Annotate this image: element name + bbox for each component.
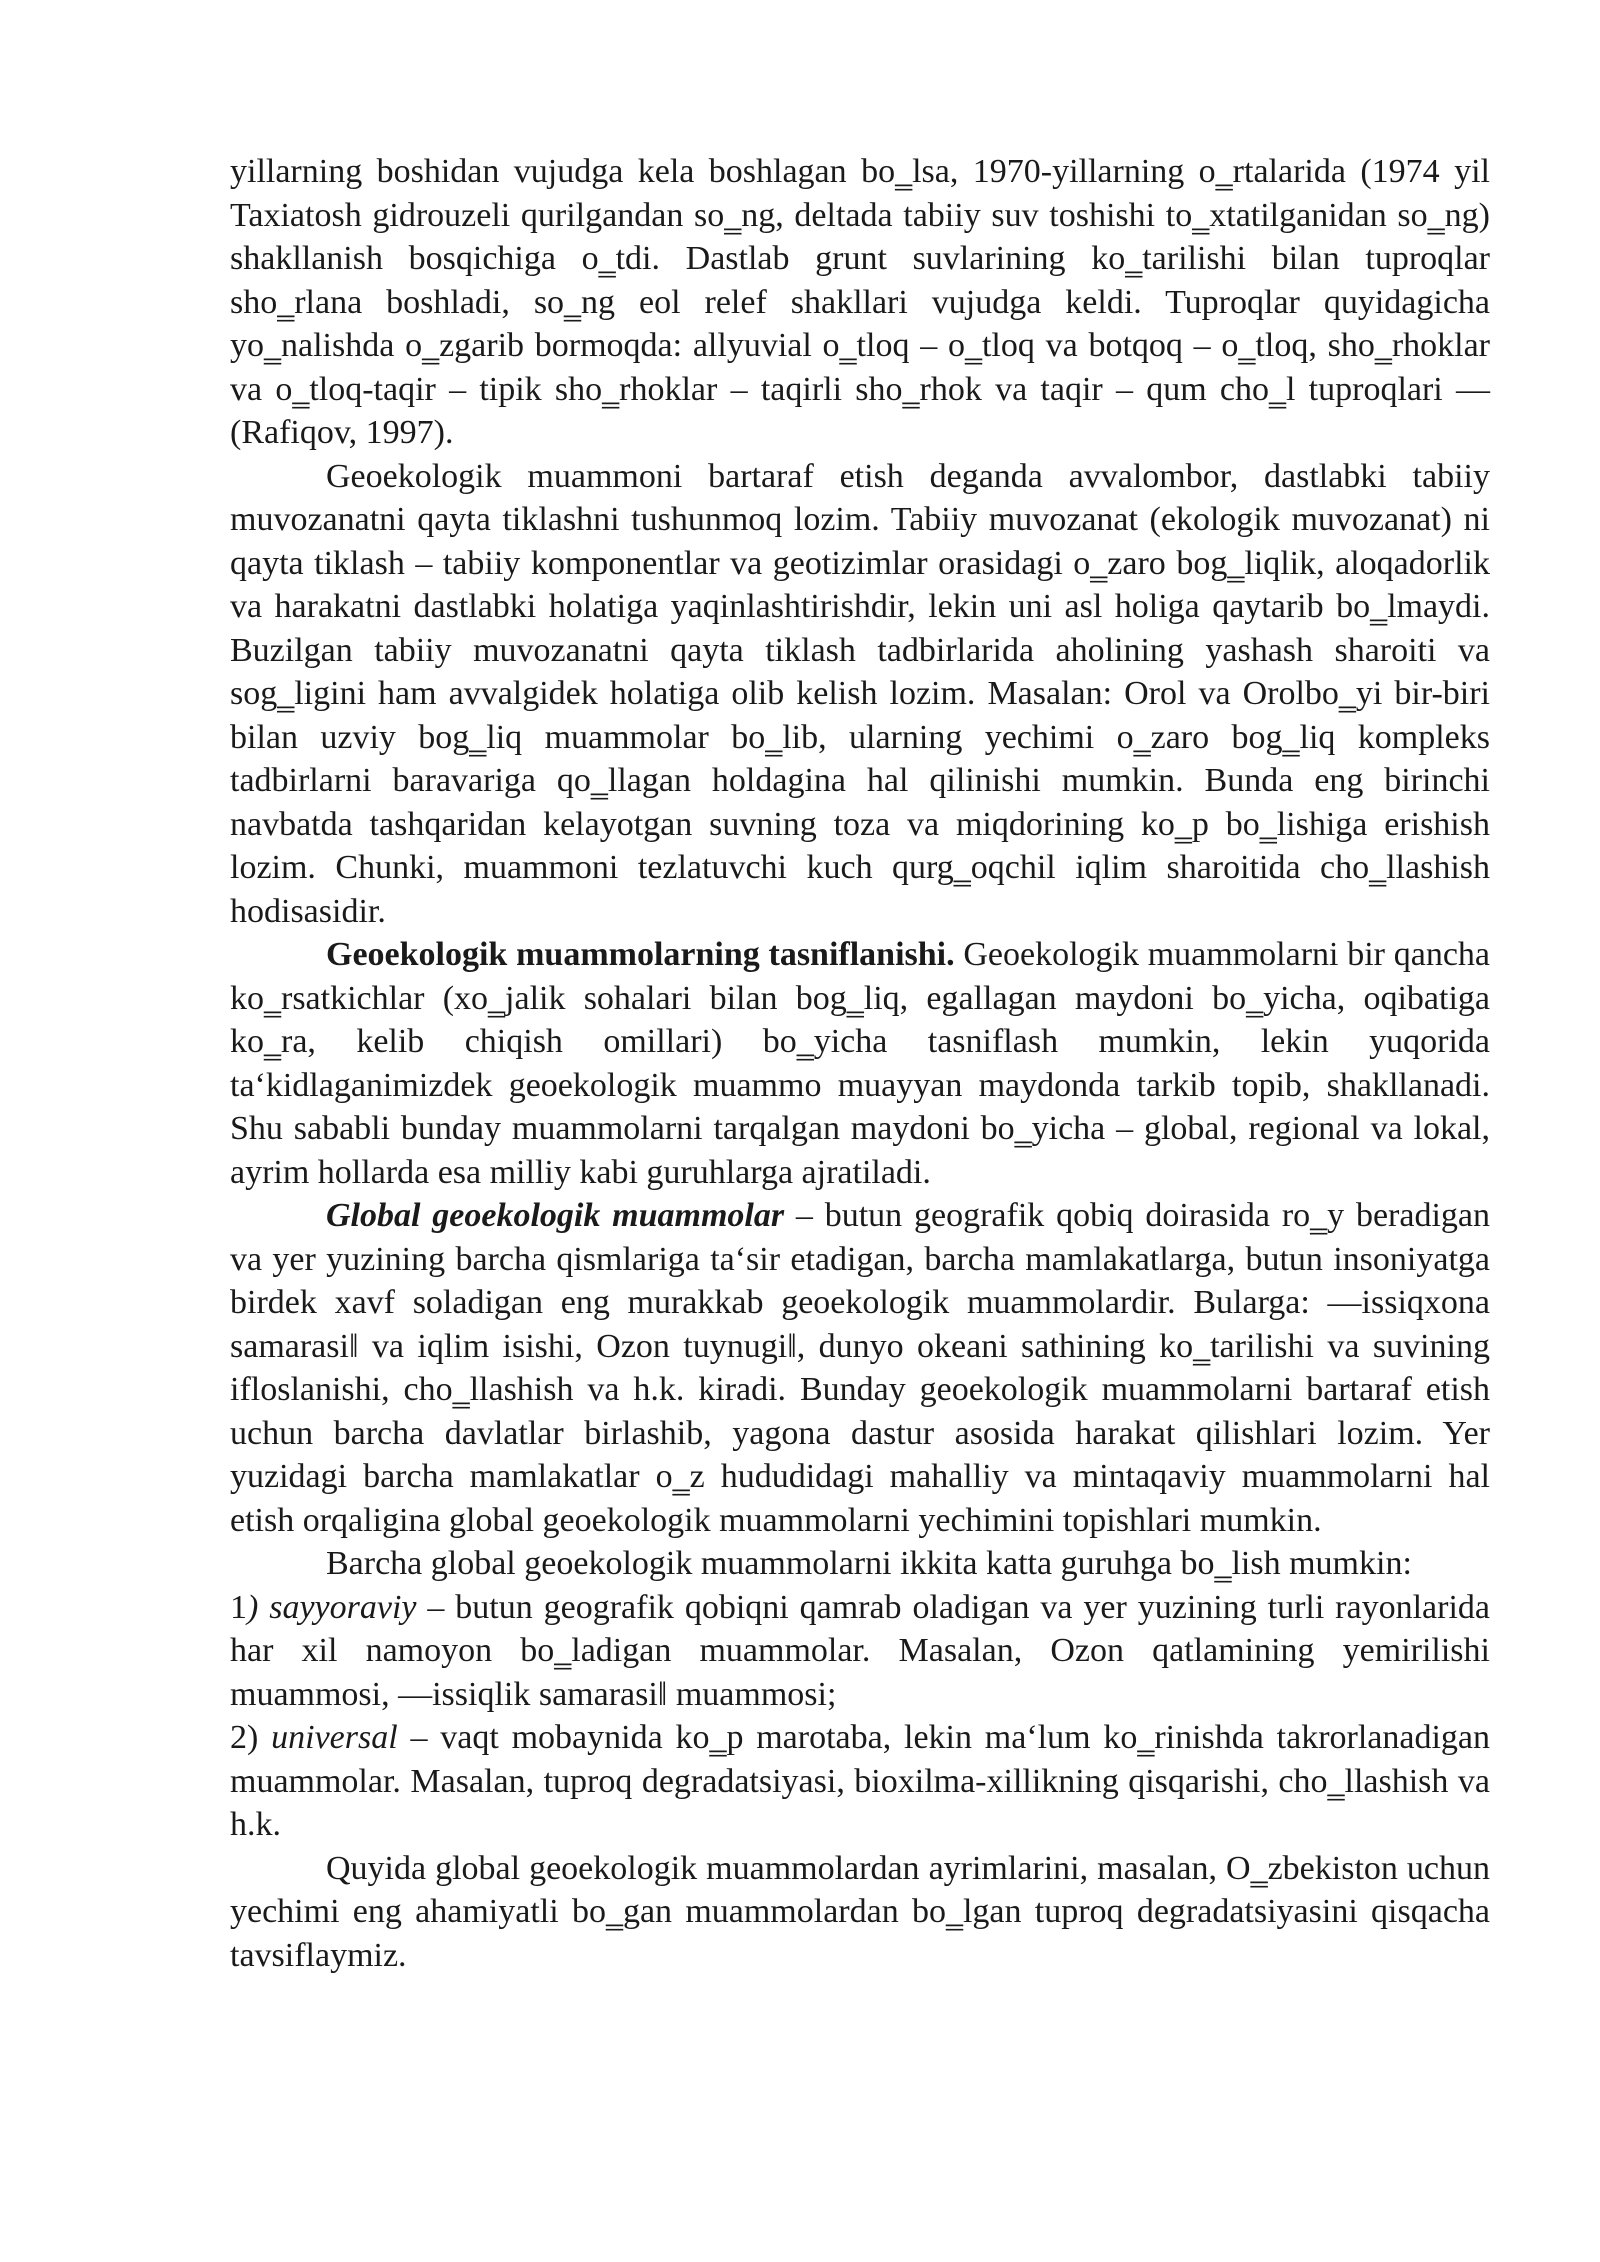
paragraph-tuproq-degradatsiyasi: Quyida global geoekologik muammolardan ayrimlarini, masalan, O‗zbekiston uchun yechimi eng ahamiyatli bo‗gan muammolardan bo‗lgan tuproq degradatsiyasini qisqacha tavsiflaymiz.: [230, 1849, 1490, 1974]
paragraph-tuproq-ozgarishi: yillarning boshidan vujudga kela boshlagan bo‗lsa, 1970-yillarning o‗rtalarida (1974 yil Taxiatosh gidrouzeli qurilgandan so‗ng, deltada tabiiy suv toshishi to‗xtatilganidan so‗ng) shakllanish bosqichiga o‗tdi. Dastlab grunt suvlarining ko‗tarilishi bilan tuproqlar sho‗rlana boshladi, so‗ng eol relef shakllari vujudga keldi. Tuproqlar quyidagicha yo‗nalishda o‗zgarib bormoqda: allyuvial o‗tloq – o‗tloq va botqoq – o‗tloq, sho‗rhoklar va o‗tloq-taqir – tipik sho‗rhoklar – taqirli sho‗rhok va taqir – qum cho‗l tuproqlari ― (Rafiqov, 1997).: [230, 153, 1490, 451]
list-item-sayyoraviy: [230, 1586, 1490, 1717]
list-item-universal: [230, 1716, 1490, 1847]
paragraph-tasniflanish-text: Geoekologik muammolarni bir qancha ko‗rsatkichlar (xo‗jalik sohalari bilan bog‗liq, egallagan maydoni bo‗yicha, oqibatiga ko‗ra, kelib chiqish omillari) bo‗yicha tasniflash mumkin, lekin yuqorida ta‘kidlaganimizdek geoekologik muammo muayyan maydonda tarkib topib, shakllanadi. Shu sababli bunday muammolarni tarqalgan maydoni bo‗yicha – global, regional va lokal, ayrim hollarda esa milliy kabi guruhlarga ajratiladi.: [230, 936, 1490, 1191]
section-heading: Geoekologik muammolarning tasniflanishi.: [326, 936, 955, 973]
list-item-number: 1: [230, 1588, 247, 1626]
paragraph-tasniflanish: [230, 933, 1490, 1194]
term-sayyoraviy: ) sayyoraviy: [247, 1588, 417, 1626]
term-universal: universal: [271, 1719, 398, 1756]
list-item-text: – butun geografik qobiqni qamrab oladigan va yer yuzining turli rayonlarida har xil namoyon bo‗ladigan muammolar. Masalan, Ozon qatlamining yemirilishi muammosi, ―issiqlik samarasi‖ muammosi;: [230, 1588, 1490, 1713]
paragraph-global-muammolar: [230, 1194, 1490, 1542]
list-item-text: – vaqt mobaynida ko‗p marotaba, lekin ma‘lum ko‗rinishda takrorlanadigan muammolar. Masalan, tuproq degradatsiyasi, bioxilma-xillikning qisqarishi, cho‗llashish va h.k.: [230, 1719, 1491, 1843]
list-item-number: 2): [230, 1719, 272, 1756]
paragraph-guruhlar: Barcha global geoekologik muammolarni ikkita katta guruhga bo‗lish mumkin:: [326, 1545, 1412, 1582]
paragraph-muvozanat: Geoekologik muammoni bartaraf etish deganda avvalombor, dastlabki tabiiy muvozanatni qayta tiklashni tushunmoq lozim. Tabiiy muvozanat (ekologik muvozanat) ni qayta tiklash – tabiiy komponentlar va geotizimlar orasidagi o‗zaro bog‗liqlik, aloqadorlik va harakatni dastlabki holatiga yaqinlashtirishdir, lekin uni asl holiga qaytarib bo‗lmaydi. Buzilgan tabiiy muvozanatni qayta tiklash tadbirlarida aholining yashash sharoiti va sog‗ligini ham avvalgidek holatiga olib kelish lozim. Masalan: Orol va Orolbo‗yi bir-biri bilan uzviy bog‗liq muammolar bo‗lib, ularning yechimi o‗zaro bog‗liq kompleks tadbirlarni baravariga qo‗llagan holdagina hal qilinishi mumkin. Bunda eng birinchi navbatda tashqaridan kelayotgan suvning toza va miqdorining ko‗p bo‗lishiga erishish lozim. Chunki, muammoni tezlatuvchi kuch qurg‗oqchil iqlim sharoitida cho‗llashish hodisasidir.: [230, 457, 1490, 930]
document-page: [230, 150, 1490, 1977]
paragraph-global-muammolar-text: – butun geografik qobiq doirasida ro‗y beradigan va yer yuzining barcha qismlariga ta‘sir etadigan, barcha mamlakatlarga, butun insoniyatga birdek xavf soladigan eng murakkab geoekologik muammolardir. Bularga: ―issiqxona samarasi‖ va iqlim isishi, Ozon tuynugi‖, dunyo okeani sathining ko‗tarilishi va suvining ifloslanishi, cho‗llashish va h.k. kiradi. Bunday geoekologik muammolarni bartaraf etish uchun barcha davlatlar birlashib, yagona dastur asosida harakat qilishlari lozim. Yer yuzidagi barcha mamlakatlar o‗z hududidagi mahalliy va mintaqaviy muammolarni hal etish orqaligina global geoekologik muammolarni yechimini topishlari mumkin.: [230, 1197, 1490, 1539]
term-global-geoekologik: Global geoekologik muammolar: [326, 1197, 785, 1234]
